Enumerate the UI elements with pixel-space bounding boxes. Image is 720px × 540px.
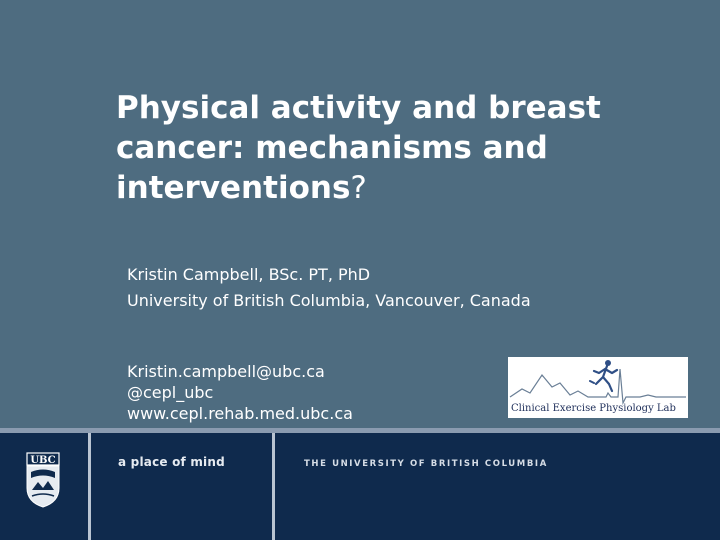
slide-title-text: Physical activity and breast cancer: mechanisms and interventions [116, 90, 601, 206]
slide-title-suffix: ? [350, 170, 367, 206]
ubc-crest-icon [26, 452, 60, 508]
footer-bar [0, 428, 720, 540]
author-block [127, 262, 687, 314]
contact-email[interactable]: Kristin.campbell@ubc.ca [127, 362, 325, 381]
lab-logo-text: Clinical Exercise Physiology Lab [511, 403, 676, 414]
footer-top-rule [0, 428, 720, 433]
footer-tagline: a place of mind [118, 455, 225, 469]
footer-divider [272, 433, 275, 540]
footer-divider [88, 433, 91, 540]
lab-logo [508, 357, 688, 418]
contact-website[interactable]: www.cepl.rehab.med.ubc.ca [127, 404, 353, 423]
slide-title [116, 88, 676, 208]
contact-twitter[interactable]: @cepl_ubc [127, 383, 214, 402]
author-name: Kristin Campbell, BSc. PT, PhD [127, 265, 371, 284]
footer-university-name: THE UNIVERSITY OF BRITISH COLUMBIA [304, 459, 548, 469]
contact-block [127, 361, 507, 424]
ubc-crest-label: UBC [30, 455, 56, 466]
author-affiliation: University of British Columbia, Vancouver, Canada [127, 291, 531, 310]
